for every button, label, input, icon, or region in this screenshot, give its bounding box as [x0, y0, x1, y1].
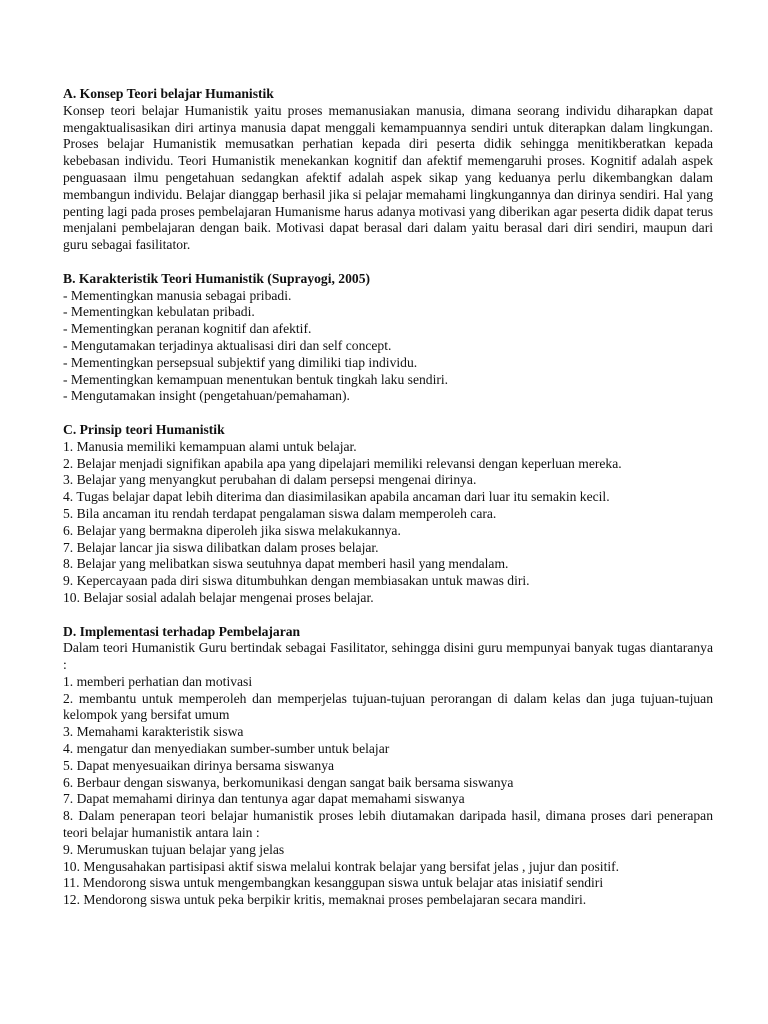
list-item: - Mementingkan kemampuan menentukan bentuk tingkah laku sendiri.	[63, 371, 449, 387]
section-konsep	[63, 86, 713, 254]
list-item: 5. Dapat menyesuaikan dirinya bersama siswanya	[63, 757, 335, 773]
list-item: 5. Bila ancaman itu rendah terdapat pengalaman siswa dalam memperoleh cara.	[63, 505, 497, 521]
characteristics-list	[63, 288, 713, 406]
list-item: 1. Manusia memiliki kemampuan alami untuk belajar.	[63, 438, 357, 454]
list-item: - Mengutamakan terjadinya aktualisasi diri dan self concept.	[63, 337, 392, 353]
list-item: 2. membantu untuk memperoleh dan memperjelas tujuan-tujuan perorangan di dalam kelas dan juga tujuan-tujuan kelompok yang bersifat umum	[63, 690, 713, 723]
section-heading: D. Implementasi terhadap Pembelajaran	[63, 623, 301, 639]
list-item: - Mementingkan peranan kognitif dan afektif.	[63, 321, 312, 337]
list-item: 4. Tugas belajar dapat lebih diterima dan diasimilasikan apabila ancaman dari luar itu semakin kecil.	[63, 489, 610, 505]
list-item: - Mementingkan manusia sebagai pribadi.	[63, 287, 292, 303]
list-item: - Mementingkan kebulatan pribadi.	[63, 304, 255, 320]
list-item: 2. Belajar menjadi signifikan apabila apa yang dipelajari memiliki relevansi dengan keperluan mereka.	[63, 455, 622, 471]
list-item: 9. Merumuskan tujuan belajar yang jelas	[63, 841, 285, 857]
section-implementasi	[63, 624, 713, 910]
list-item: - Mementingkan persepsual subjektif yang dimiliki tiap individu.	[63, 354, 418, 370]
list-item: 1. memberi perhatian dan motivasi	[63, 673, 253, 689]
list-item: 3. Memahami karakteristik siswa	[63, 724, 244, 740]
list-item: - Mengutamakan insight (pengetahuan/pemahaman).	[63, 388, 350, 404]
section-heading: A. Konsep Teori belajar Humanistik	[63, 86, 274, 101]
section-heading: B. Karakteristik Teori Humanistik (Suprayogi, 2005)	[63, 270, 371, 286]
list-item: 9. Kepercayaan pada diri siswa ditumbuhkan dengan membiasakan untuk mawas diri.	[63, 573, 530, 589]
list-item: 8. Dalam penerapan teori belajar humanistik proses lebih diutamakan daripada hasil, dimana proses dari penerapan teori belajar humanistik antara lain :	[63, 808, 713, 841]
list-item: 6. Berbaur dengan siswanya, berkomunikasi dengan sangat baik bersama siswanya	[63, 774, 514, 790]
document-body	[63, 86, 713, 926]
list-item: 10. Belajar sosial adalah belajar mengenai proses belajar.	[63, 589, 374, 605]
list-item: 7. Belajar lancar jia siswa dilibatkan dalam proses belajar.	[63, 539, 379, 555]
section-prinsip	[63, 422, 713, 607]
list-item: 11. Mendorong siswa untuk mengembangkan kesanggupan siswa untuk belajar atas inisiatif sendiri	[63, 875, 604, 891]
section-paragraph: Dalam teori Humanistik Guru bertindak sebagai Fasilitator, sehingga disini guru mempunyai banyak tugas diantaranya :	[63, 640, 713, 673]
section-heading: C. Prinsip teori Humanistik	[63, 421, 225, 437]
section-paragraph: Konsep teori belajar Humanistik yaitu proses memanusiakan manusia, dimana seorang individu diharapkan dapat mengaktualisasikan diri artinya manusia dapat menggali kemampuannya sendiri untuk diterapkan dalam lingkungan. Proses belajar Humanistik memusatkan perhatian kepada diri peserta didik sehingga menitikberatkan kepada kebebasan individu. Teori Humanistik menekankan kognitif dan afektif memengaruhi proses. Kognitif adalah aspek penguasaan ilmu pengetahuan sedangkan afektif adalah aspek sikap yang keduanya perlu dikembangkan dalam membangun individu. Belajar dianggap berhasil jika si pelajar memahami lingkungannya dan dirinya sendiri. Hal yang penting lagi pada proses pembelajaran Humanisme harus adanya motivasi yang diberikan agar peserta didik dapat terus menjalani pembelajaran dengan baik. Motivasi dapat berasal dari dalam yaitu berasal dari diri sendiri, maupun dari guru sebagai fasilitator.	[63, 102, 713, 253]
list-item: 7. Dapat memahami dirinya dan tentunya agar dapat memahami siswanya	[63, 791, 465, 807]
list-item: 10. Mengusahakan partisipasi aktif siswa melalui kontrak belajar yang bersifat jelas , jujur dan positif.	[63, 858, 620, 874]
list-item: 12. Mendorong siswa untuk peka berpikir kritis, memaknai proses pembelajaran secara mandiri.	[63, 892, 587, 908]
list-item: 3. Belajar yang menyangkut perubahan di dalam persepsi mengenai dirinya.	[63, 472, 477, 488]
list-item: 4. mengatur dan menyediakan sumber-sumber untuk belajar	[63, 741, 390, 757]
section-karakteristik	[63, 271, 713, 405]
principles-list	[63, 439, 713, 607]
list-item: 8. Belajar yang melibatkan siswa seutuhnya dapat memberi hasil yang mendalam.	[63, 556, 509, 572]
list-item: 6. Belajar yang bermakna diperoleh jika siswa melakukannya.	[63, 522, 401, 538]
teacher-tasks-list	[63, 674, 713, 909]
